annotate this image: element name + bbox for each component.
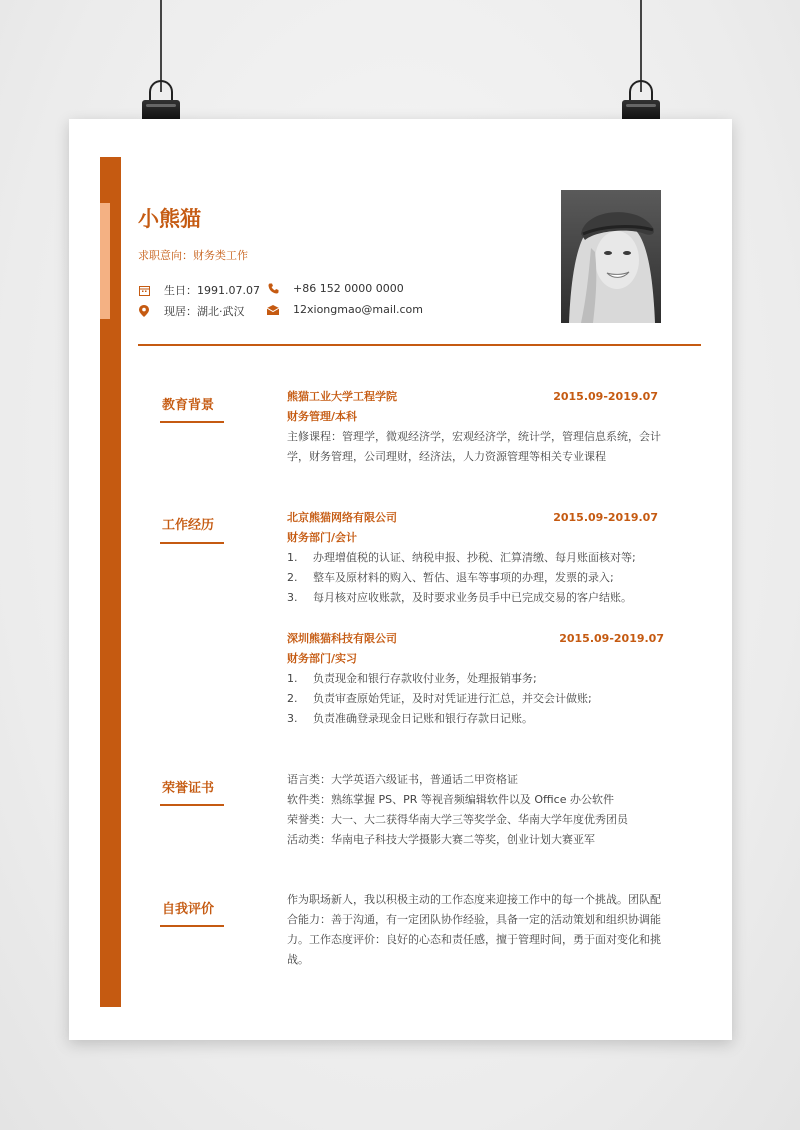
- honor-line: 荣誉类：大一、大二获得华南大学三等奖学金、华南大学年度优秀团员: [287, 813, 628, 826]
- mail-icon: [267, 304, 279, 316]
- email-text: 12xiongmao@mail.com: [293, 303, 423, 316]
- hanging-string-right: [640, 0, 642, 92]
- location-info: [138, 303, 245, 319]
- phone-icon: [267, 283, 279, 295]
- sidebar-accent: [100, 203, 110, 319]
- self-evaluation: 作为职场新人，我以积极主动的工作态度来迎接工作中的每一个挑战。团队配合能力：善于沟通，有一定团队协作经验，具备一定的活动策划和组织协调能力。工作态度评价：良好的心态和责任感，擅于管理时间，勇于面对变化和挑战。: [287, 893, 661, 966]
- education-header: [287, 387, 662, 407]
- honor-line: 软件类：熟练掌握 PS、PR 等视音频编辑软件以及 Office 办公软件: [287, 793, 614, 806]
- hanging-string-left: [160, 0, 162, 92]
- job-entry: [287, 629, 662, 729]
- section-title-honors: 荣誉证书: [162, 781, 215, 796]
- header-divider: [138, 344, 701, 346]
- phone-info: [267, 282, 404, 295]
- list-item: 3. 负责准确登录现金日记账和银行存款日记账。: [287, 712, 533, 725]
- job-period: 2015.09-2019.07: [553, 511, 658, 524]
- job-header: [287, 629, 662, 649]
- list-item: 1. 负责现金和银行存款收付业务，处理报销事务;: [287, 672, 537, 685]
- honor-line: 语言类：大学英语六级证书，普通话二甲资格证: [287, 773, 518, 786]
- email-info: [267, 303, 423, 316]
- location-pin-icon: [138, 305, 150, 317]
- resume-paper: [69, 119, 732, 1040]
- self-content: [287, 890, 662, 970]
- school-name: 熊猫工业大学工程学院: [287, 390, 397, 403]
- section-title-self: 自我评价: [162, 902, 215, 917]
- birth-info: [138, 282, 260, 298]
- list-item: 2. 整车及原材料的购入、暂估、退车等事项的办理，发票的录入;: [287, 571, 614, 584]
- company-name: 深圳熊猫科技有限公司: [287, 632, 397, 645]
- job-role: 财务部门/会计: [287, 531, 358, 544]
- list-item: 1. 办理增值税的认证、纳税申报、抄税、汇算清缴、每月账面核对等;: [287, 551, 636, 564]
- honors-content: [287, 770, 662, 850]
- section-underline-education: [160, 421, 224, 423]
- location-text: 现居：湖北·武汉: [164, 305, 245, 318]
- job-period: 2015.09-2019.07: [559, 632, 664, 645]
- education-courses: 主修课程：管理学，微观经济学，宏观经济学，统计学，管理信息系统，会计学，财务管理，公司理财，经济法，人力资源管理等相关专业课程: [287, 430, 661, 463]
- job-entry: [287, 508, 662, 608]
- education-period: 2015.09-2019.07: [553, 390, 658, 403]
- section-underline-work: [160, 542, 224, 544]
- education-major: 财务管理/本科: [287, 410, 358, 423]
- list-item: 2. 负责审查原始凭证，及时对凭证进行汇总，并交会计做账;: [287, 692, 592, 705]
- job-intent: 求职意向：财务类工作: [138, 249, 248, 262]
- job-role: 财务部门/实习: [287, 652, 358, 665]
- birth-text: 生日：1991.07.07: [164, 284, 260, 297]
- phone-text: +86 152 0000 0000: [293, 282, 404, 295]
- profile-photo: [561, 190, 661, 323]
- education-content: [287, 387, 662, 467]
- calendar-icon: [138, 284, 150, 296]
- profile-name: 小熊猫: [138, 207, 201, 231]
- list-item: 3. 每月核对应收账款，及时要求业务员手中已完成交易的客户结账。: [287, 591, 632, 604]
- job-header: [287, 508, 662, 528]
- section-underline-self: [160, 925, 224, 927]
- section-title-education: 教育背景: [162, 398, 215, 413]
- section-title-work: 工作经历: [162, 518, 215, 533]
- honor-line: 活动类：华南电子科技大学摄影大赛二等奖，创业计划大赛亚军: [287, 833, 595, 846]
- section-underline-honors: [160, 804, 224, 806]
- company-name: 北京熊猫网络有限公司: [287, 511, 397, 524]
